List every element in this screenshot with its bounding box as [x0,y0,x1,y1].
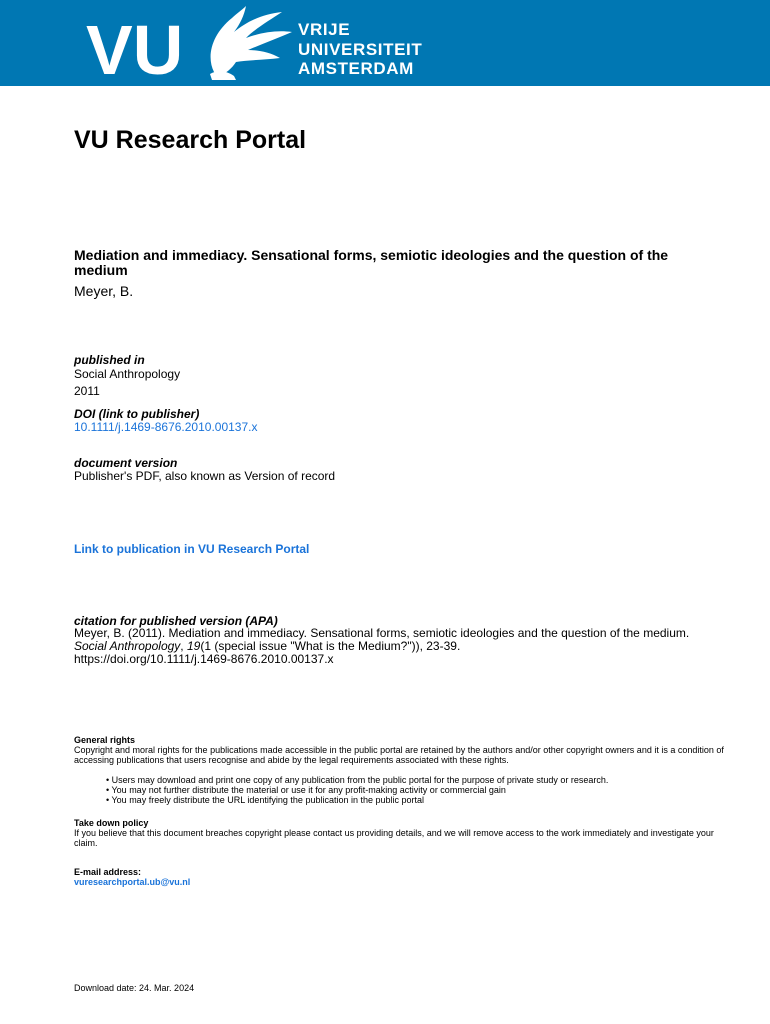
citation-volume: 19 [186,639,201,653]
rights-bullet: • Users may download and print one copy of any publication from the public portal for the purpose of private study or research. [106,775,608,785]
portal-publication-link[interactable]: Link to publication in VU Research Portal [74,542,310,556]
rights-bullet-list [106,775,608,805]
logo-line-3: AMSTERDAM [298,59,414,78]
header-banner [0,0,770,86]
document-version-value: Publisher's PDF, also known as Version of record [74,469,336,483]
publication-author: Meyer, B. [74,283,134,299]
general-rights-text: Copyright and moral rights for the publications made accessible in the public portal are retained by the authors and/or other copyright owners and it is a condition of accessing publications that users recognise and abide by the legal requirements associated with these rights. [74,745,724,765]
publication-title: Mediation and immediacy. Sensational forms, semiotic ideologies and the question of the medium [74,247,669,278]
citation-main: Meyer, B. (2011). Mediation and immediacy. Sensational forms, semiotic ideologies and the question of the medium. [74,626,690,640]
citation-text [74,627,714,666]
logo-wordmark [298,20,422,79]
takedown-heading: Take down policy [74,818,149,828]
citation-label: citation for published version (APA) [74,614,278,628]
journal-name: Social Anthropology [74,367,181,381]
email-heading: E-mail address: [74,867,142,877]
portal-title: VU Research Portal [74,126,307,154]
document-version-label: document version [74,456,178,470]
takedown-text: If you believe that this document breaches copyright please contact us providing details, and we will remove access to the work immediately and investigate your claim. [74,828,714,848]
citation-sep: , [180,639,187,653]
griffin-icon [210,6,292,80]
citation-issue: (1 (special issue "What is the Medium?")), 23-39. [200,639,461,653]
doi-label: DOI (link to publisher) [74,407,200,421]
rights-bullet: • You may freely distribute the URL identifying the publication in the public portal [106,795,608,805]
download-date: Download date: 24. Mar. 2024 [74,983,195,993]
email-link[interactable]: vuresearchportal.ub@vu.nl [74,877,191,887]
vu-logo-icon [86,4,296,82]
logo-letters: VU [86,11,184,82]
rights-bullet: • You may not further distribute the material or use it for any profit-making activity or commercial gain [106,785,608,795]
citation-journal: Social Anthropology [74,639,181,653]
logo-line-1: VRIJE [298,20,351,39]
general-rights-heading: General rights [74,735,136,745]
doi-link[interactable]: 10.1111/j.1469-8676.2010.00137.x [74,420,258,434]
published-in-label: published in [74,353,145,367]
publication-year: 2011 [74,384,100,398]
logo-line-2: UNIVERSITEIT [298,39,423,59]
citation-url: https://doi.org/10.1111/j.1469-8676.2010.00137.x [74,652,334,666]
